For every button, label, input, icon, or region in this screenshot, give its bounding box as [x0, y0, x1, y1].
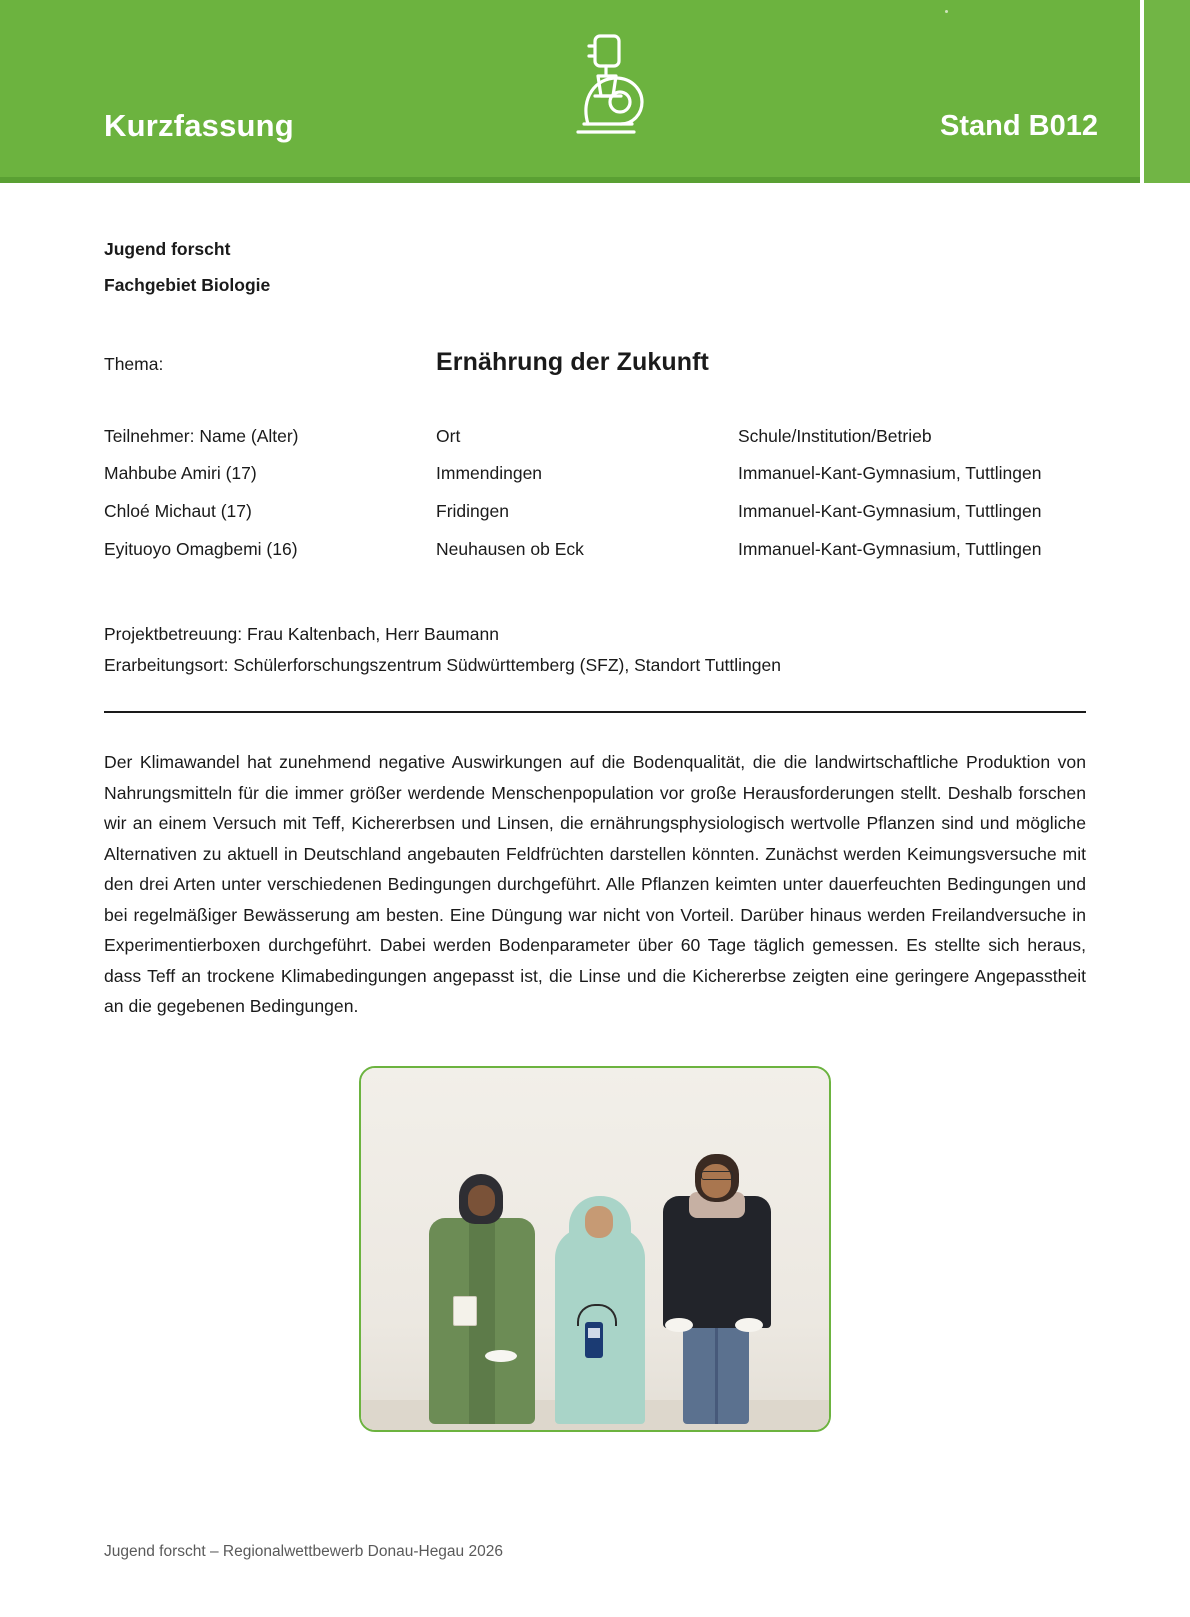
header-right-edge — [1140, 0, 1144, 183]
participant-name: Eyituoyo Omagbemi (16) — [104, 539, 298, 559]
person-left-sample-box — [453, 1296, 477, 1326]
participant-ort: Fridingen — [436, 501, 509, 521]
column-header-schule: Schule/Institution/Betrieb — [738, 426, 932, 446]
participant-ort: Immendingen — [436, 463, 543, 483]
table-row — [104, 460, 1086, 498]
person-right-petri-dish-right — [735, 1318, 763, 1332]
participant-schule: Immanuel-Kant-Gymnasium, Tuttlingen — [738, 463, 1042, 483]
person-middle-face — [585, 1206, 613, 1238]
page-header — [0, 0, 1140, 183]
topic-row — [104, 348, 1086, 377]
participant-schule: Immanuel-Kant-Gymnasium, Tuttlingen — [738, 501, 1042, 521]
person-right-face — [701, 1164, 731, 1198]
person-left-face — [468, 1185, 495, 1216]
table-row — [104, 536, 1086, 574]
person-left — [423, 1156, 541, 1424]
topic-value: Ernährung der Zukunft — [436, 348, 709, 376]
page-title: Kurzfassung — [104, 108, 294, 143]
project-supervision: Projektbetreuung: Frau Kaltenbach, Herr Baumann — [104, 624, 499, 644]
team-photo — [359, 1066, 831, 1432]
person-left-petri-dish — [485, 1350, 517, 1362]
project-location: Erarbeitungsort: Schülerforschungszentrum Südwürttemberg (SFZ), Standort Tuttlingen — [104, 655, 781, 675]
section-divider — [104, 711, 1086, 713]
document-body — [0, 183, 1190, 1432]
person-right — [659, 1142, 775, 1424]
person-right-jeans-seam — [715, 1322, 718, 1424]
abstract-text: Der Klimawandel hat zunehmend negative Auswirkungen auf die Bodenqualität, die die landwirtschaftliche Produktion von Nahrungsmitteln für die immer größer werdende Menschenpopulation vor große Herausforderungen stellt. Deshalb forschen wir an einem Versuch mit Teff, Kichererbsen und Linsen, die ernährungsphysiologisch wertvolle Pflanzen sind und mögliche Alternativen zu aktuell in Deutschland angebauten Feldfrüchten darstellen könnten. Zunächst werden Keimungsversuche mit den drei Arten unter verschiedenen Bedingungen durchgeführt. Alle Pflanzen keimten unter dauerfeuchten Bedingungen und bei regelmäßiger Bewässerung am besten. Eine Düngung war nicht von Vorteil. Darüber hinaus werden Freilandversuche in Experimentierboxen durchgeführt. Dabei werden Bodenparameter über 60 Tage täglich gemessen. Es stellte sich heraus, dass Teff an trockene Klimabedingungen angepasst ist, die Linse und die Kichererbse zeigten eine geringere Angepasstheit an die gegebenen Bedingungen. — [104, 752, 1086, 1016]
person-middle — [547, 1174, 653, 1424]
person-right-petri-dish-left — [665, 1318, 693, 1332]
participant-name: Chloé Michaut (17) — [104, 501, 252, 521]
participant-ort: Neuhausen ob Eck — [436, 539, 584, 559]
column-header-ort: Ort — [436, 426, 461, 446]
header-right-strip — [1140, 0, 1190, 183]
participant-name: Mahbube Amiri (17) — [104, 463, 257, 483]
organisation-name: Jugend forscht — [104, 239, 231, 259]
organisation-block — [104, 183, 1086, 303]
organisation-field: Fachgebiet Biologie — [104, 275, 271, 295]
table-header-row — [104, 423, 1086, 460]
participant-schule: Immanuel-Kant-Gymnasium, Tuttlingen — [738, 539, 1042, 559]
meta-block — [104, 619, 1086, 681]
photo-container — [104, 1066, 1086, 1432]
person-middle-device-screen — [588, 1328, 600, 1338]
column-header-name: Teilnehmer: Name (Alter) — [104, 426, 299, 446]
person-right-glasses — [701, 1171, 733, 1180]
topic-label: Thema: — [104, 354, 164, 374]
table-row — [104, 498, 1086, 536]
stand-number: Stand B012 — [940, 110, 1098, 142]
header-dot — [945, 10, 948, 13]
microscope-icon — [548, 28, 658, 140]
page-footer: Jugend forscht – Regionalwettbewerb Donau-Hegau 2026 — [104, 1543, 503, 1560]
participants-table — [104, 423, 1086, 574]
